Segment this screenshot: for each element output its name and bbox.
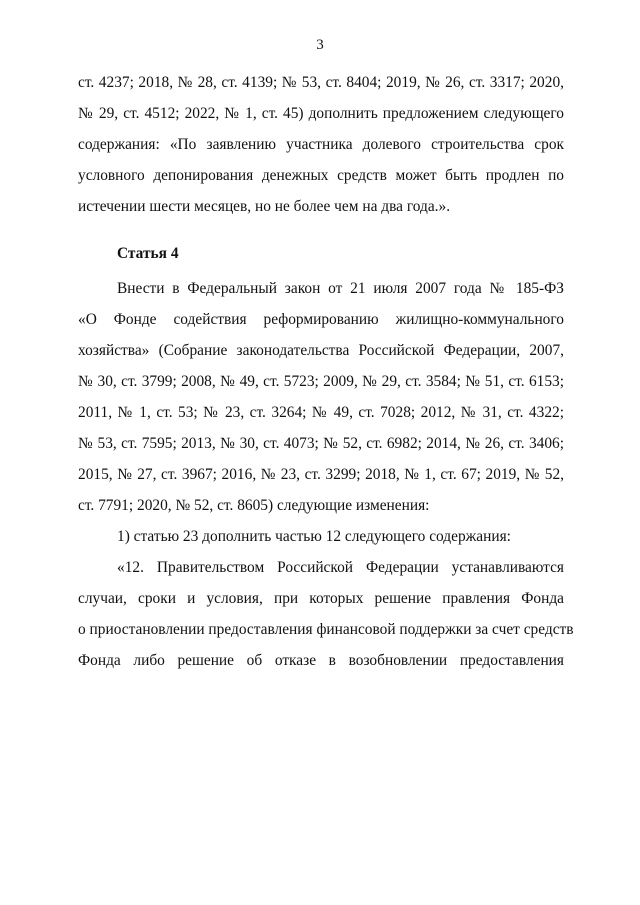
text-line: 2015, № 27, ст. 3967; 2016, № 23, ст. 3299; 2018, № 1, ст. 67; 2019, № 52, bbox=[78, 466, 564, 483]
text-line: «12. Правительством Российской Федерации устанавливаются bbox=[117, 559, 564, 576]
text-line: случаи, сроки и условия, при которых решение правления Фонда bbox=[78, 590, 564, 607]
text-line: № 30, ст. 3799; 2008, № 49, ст. 5723; 2009, № 29, ст. 3584; № 51, ст. 6153; bbox=[78, 373, 564, 390]
article-heading: Статья 4 bbox=[117, 245, 179, 262]
article-4-section bbox=[78, 238, 574, 676]
text-line: условного депонирования денежных средств может быть продлен по bbox=[78, 167, 564, 184]
text-line: 1) статью 23 дополнить частью 12 следующего содержания: bbox=[117, 528, 511, 545]
text-line: о приостановлении предоставления финансовой поддержки за счет средств bbox=[78, 621, 574, 638]
text-line: Фонда либо решение об отказе в возобновлении предоставления bbox=[78, 652, 564, 669]
text-line: ст. 7791; 2020, № 52, ст. 8605) следующие изменения: bbox=[78, 497, 430, 514]
text-line: 2011, № 1, ст. 53; № 23, ст. 3264; № 49, ст. 7028; 2012, № 31, ст. 4322; bbox=[78, 404, 564, 421]
text-line: Внести в Федеральный закон от 21 июля 2007 года № 185-ФЗ bbox=[117, 280, 564, 297]
text-line: № 53, ст. 7595; 2013, № 30, ст. 4073; № 52, ст. 6982; 2014, № 26, ст. 3406; bbox=[78, 435, 564, 452]
text-line: ст. 4237; 2018, № 28, ст. 4139; № 53, ст. 8404; 2019, № 26, ст. 3317; 2020, bbox=[78, 74, 564, 91]
text-line: «О Фонде содействия реформированию жилищно-коммунального bbox=[78, 311, 564, 328]
paragraph-amendment-continuation bbox=[78, 67, 564, 222]
text-line: истечении шести месяцев, но не более чем на два года.». bbox=[78, 198, 451, 215]
text-line: хозяйства» (Собрание законодательства Российской Федерации, 2007, bbox=[78, 342, 564, 359]
page-number: 3 bbox=[316, 37, 324, 53]
text-line: содержания: «По заявлению участника долевого строительства срок bbox=[78, 136, 564, 153]
text-line: № 29, ст. 4512; 2022, № 1, ст. 45) дополнить предложением следующего bbox=[78, 105, 564, 122]
